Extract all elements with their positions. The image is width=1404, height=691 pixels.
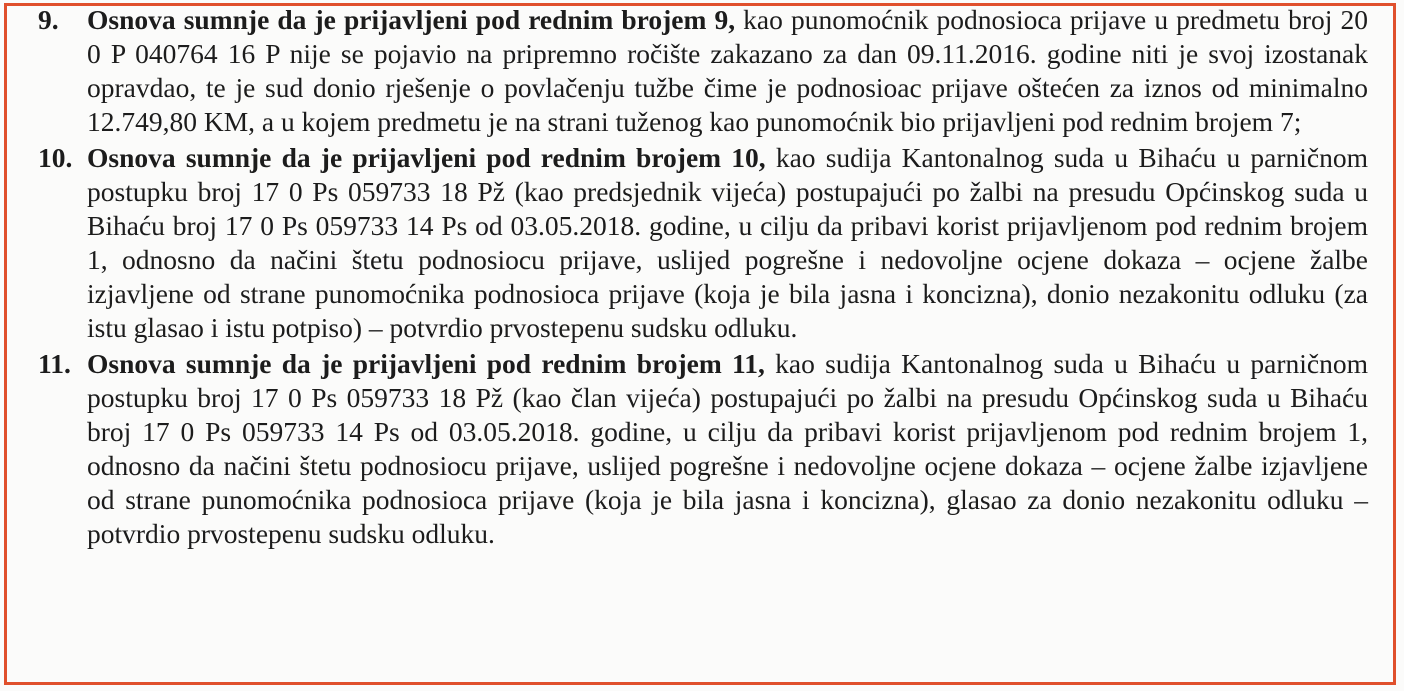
item-lead: Osnova sumnje da je prijavljeni pod rednim brojem 9, bbox=[87, 4, 736, 35]
item-text: kao punomoćnik podnosioca prijave u predmetu broj 20 0 P 040764 16 P nije se pojavio na pripremno ročište zakazano za dan 09.11.2016. godine niti je svoj izostanak opravdao, te je sud donio rješenje o povlačenju tužbe čime je podnosioac prijave oštećen za iznos od minimalno 12.749,80 KM, a u kojem predmetu je na strani tuženog kao punomoćnik bio prijavljeni pod rednim brojem 7; bbox=[87, 4, 1368, 137]
item-number: 10. bbox=[38, 142, 73, 173]
item-lead: Osnova sumnje da je prijavljeni pod rednim brojem 10, bbox=[87, 142, 766, 173]
item-number: 11. bbox=[38, 348, 71, 379]
item-paragraph bbox=[87, 3, 1368, 139]
item-paragraph bbox=[87, 347, 1368, 551]
item-number: 9. bbox=[38, 4, 59, 35]
list-item-10 bbox=[38, 141, 1368, 345]
item-lead: Osnova sumnje da je prijavljeni pod rednim brojem 11, bbox=[87, 348, 765, 379]
item-text: kao sudija Kantonalnog suda u Bihaću u parničnom postupku broj 17 0 Ps 059733 18 Pž (kao predsjednik vijeća) postupajući po žalbi na presudu Općinskog suda u Bihaću broj 17 0 Ps 059733 14 Ps od 03.05.2018. godine, u cilju da pribavi korist prijavljenom pod rednim brojem 1, odnosno da načini štetu podnosiocu prijave, uslijed pogrešne i nedovoljne ocjene dokaza – ocjene žalbe izjavljene od strane punomoćnika podnosioca prijave (koja je bila jasna i koncizna), donio nezakonitu odluku (za istu glasao i istu potpiso) – potvrdio prvostepenu sudsku odluku. bbox=[87, 142, 1368, 343]
item-paragraph bbox=[87, 141, 1368, 345]
list-item-9 bbox=[38, 3, 1368, 139]
list-item-11 bbox=[38, 347, 1368, 551]
item-text: kao sudija Kantonalnog suda u Bihaću u parničnom postupku broj 17 0 Ps 059733 18 Pž (kao član vijeća) postupajući po žalbi na presudu Općinskog suda u Bihaću broj 17 0 Ps 059733 14 Ps od 03.05.2018. godine, u cilju da pribavi korist prijavljenom pod rednim brojem 1, odnosno da načini štetu podnosiocu prijave, uslijed pogrešne i nedovoljne ocjene dokaza – ocjene žalbe izjavljene od strane punomoćnika podnosioca prijave (koja je bila jasna i koncizna), glasao za donio nezakonitu odluku – potvrdio prvostepenu sudsku odluku. bbox=[87, 348, 1368, 549]
document-text bbox=[38, 3, 1368, 551]
